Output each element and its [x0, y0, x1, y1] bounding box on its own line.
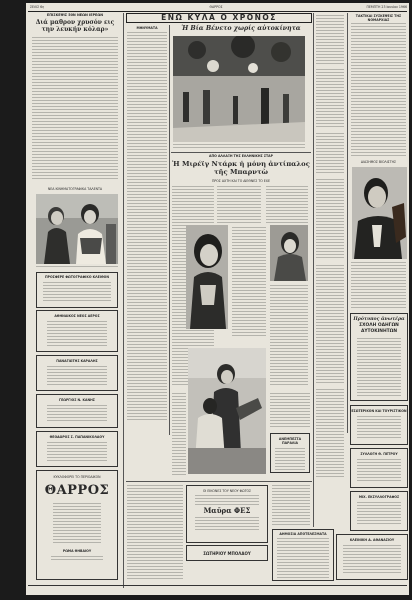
right-ad-3 — [350, 491, 408, 531]
right-ad-4 — [336, 534, 408, 580]
right-ad-2-title: ΣΥΛΛΟΓΗ Θ. ΠΕΤΡΟΥ — [360, 452, 398, 456]
banner-title: ΕΝΩ ΚΥΛΑ Ο ΧΡΟΝΟΣ — [161, 13, 277, 22]
bolaou-ad — [186, 545, 268, 561]
mid-box — [270, 433, 310, 473]
ad-box-1-title: ΠΡΟΣΦΕΡΕ ΦΩΤΟΓΡΑΦΙΚΟ ΚΛΕΙΘΟΝ — [44, 275, 110, 279]
photo-caption-text — [36, 266, 118, 269]
violinist-photo — [352, 167, 407, 259]
driving-school-kicker: Πρότυπος ἀνωτέρα — [353, 317, 405, 322]
right-ad-2 — [350, 448, 408, 488]
street-photo — [173, 36, 305, 142]
film-text-col-4 — [232, 227, 266, 337]
center-column-heading: ΜΗΝΥΜΑΤΑ — [136, 26, 158, 30]
ad-box-5 — [36, 431, 118, 467]
film-text-col-2 — [217, 186, 261, 224]
page-number: ΣΕΛΙΣ 6η — [30, 5, 45, 9]
newspaper-page — [26, 3, 409, 595]
ad-box-1 — [36, 272, 118, 308]
ad-box-3 — [36, 355, 118, 391]
driving-school-ad — [350, 313, 408, 401]
center-headline: Ἡ Βία Βένετο χωρίς αὐτοκίνητα — [181, 25, 301, 32]
banner-box — [126, 13, 312, 23]
results-table — [272, 529, 334, 581]
fes-ad-kicker: ΟΙ ΕΙΚΟΝΕΣ ΤΟΥ ΝΕΟΥ ΦΩΤΟΣ — [202, 489, 252, 493]
center-left-column-text — [127, 32, 167, 422]
tharros-ad — [36, 470, 118, 580]
ad-box-2-title: ΑΘΗΝΑΙΚΟΣ ΝΕΟΣ ΑΕΡΟΣ — [54, 314, 100, 318]
left-kicker: ΕΠΙΣΚΕΨΙΣ 50Ν ΝΕΩΝ ΙΕΡΕΩΝ — [46, 13, 104, 17]
paper-name: ΘΑΡΡΟΣ — [209, 5, 223, 9]
actress-photo-2 — [270, 225, 308, 281]
fes-ad — [186, 485, 268, 543]
mid-box-title: ΑΝΕΜΠΕΣΤΑ ΠΑΡΑΛΙΑ — [278, 437, 302, 445]
street-photo-caption — [173, 144, 305, 148]
left-article-body — [32, 37, 118, 179]
bolaou-ad-title: ΣΩΤΗΡΙΟΥ ΜΠΟΛΑΟΥ — [203, 551, 251, 556]
left-photo-caption: ΝΕΑ ΚΙΝΗΜΑΤΟΓΡΑΦΙΚΑ ΤΑΛΕΝΤΑ — [47, 187, 103, 191]
tharros-footer: ΡΩΜΑ ΘΗΒΑΙΟΥ — [62, 549, 92, 553]
actors-photo — [36, 194, 118, 264]
right-ad-4-title: ΚΛΕΙΝΙΚΗ Δ. ΑΘΑΝΑΣΙΟΥ — [349, 538, 395, 542]
left-headline: Διά μαθρον χρυσόν εις την λευκήν κόλαρ» — [35, 19, 115, 33]
film-subheading: ΠΡΟΣ ΑΧΤΗ ΚΑΙ ΤΟ ΔΙΕΘΝΕΣ ΤΟ ΕΧΕ — [211, 179, 271, 183]
results-heading: ΔΗΜΟΣΙΑ ΑΠΟΤΕΛΕΣΜΑΤΑ — [279, 532, 327, 536]
actress-photo — [186, 225, 228, 329]
ad-box-4-title: ΓΕΩΡΓΙΟΣ Ν. ΚΑΝΗΣ — [59, 398, 95, 402]
header-rule — [28, 11, 407, 12]
tharros-kicker: ΚΥΚΛΟΦΟΡΕΙ ΤΟ ΠΕΡΙΟΔΙΚΟΝ — [53, 475, 101, 479]
film-text-col-5 — [270, 285, 308, 385]
ad-box-4 — [36, 394, 118, 428]
issue-date: ΠΕΜΠΤΗ 23 Ιουνίου 1966 — [366, 5, 407, 9]
couple-photo — [188, 348, 266, 474]
right-ad-1-title: ΕΣΩΤΕΡΙΚΟΝ ΚΑΙ ΤΟΥΡΙΣΤΙΚΟΝ — [351, 409, 407, 413]
film-text-col-3 — [266, 186, 308, 224]
column-rule-1 — [123, 13, 124, 588]
right-ad-1 — [350, 405, 408, 445]
tharros-title: ΘΑΡΡΟΣ — [44, 483, 110, 498]
ad-box-5-title: ΘΕΟΔΩΡΟΣ Σ. ΠΑΠΑΝΙΚΟΛΑΟΥ — [49, 435, 105, 439]
bottom-rule — [28, 585, 407, 586]
right-top-headline: ΤΑΚΤΙΚΑΙ ΣΥΣΚΕΨΕΙΣ ΤΗΣ ΝΟΜΑΡΧΙΑΣ — [355, 14, 402, 22]
ad-box-3-title: ΠΑΝΑΓΙΩΤΗΣ ΚΑΡΑΛΗΣ — [56, 359, 98, 363]
column-rule-2 — [313, 13, 314, 527]
right-photo-caption: ΔΙΑΣΗΜΟΣ ΒΙΟΛΙΣΤΗΣ — [360, 160, 397, 164]
fes-ad-title: Μαῦρα ΦΕΣ — [203, 506, 251, 515]
film-headline: Ἡ Μιρέϊγ Ντάρκ ἡ μόνη ἀντίπαλος τῆς Μπαρντὼ — [172, 160, 310, 176]
right-ad-3-title: ΜΙΧ. ΕΚΣΥΛΛΟΓΡΑΦΟΣ — [358, 495, 400, 499]
film-kicker: ΑΠΟ ΑΛΛΑΞΗ ΤΗΣ ΕΛΛΗΝΙΚΗΣ ΣΤΑΡ — [209, 154, 273, 158]
ad-box-2 — [36, 310, 118, 352]
driving-school-title: ΣΧΟΛΗ ΟΔΗΓΩΝ ΑΥΤΟΚΙΝΗΤΩΝ — [359, 323, 399, 334]
right-article-body — [351, 23, 406, 157]
